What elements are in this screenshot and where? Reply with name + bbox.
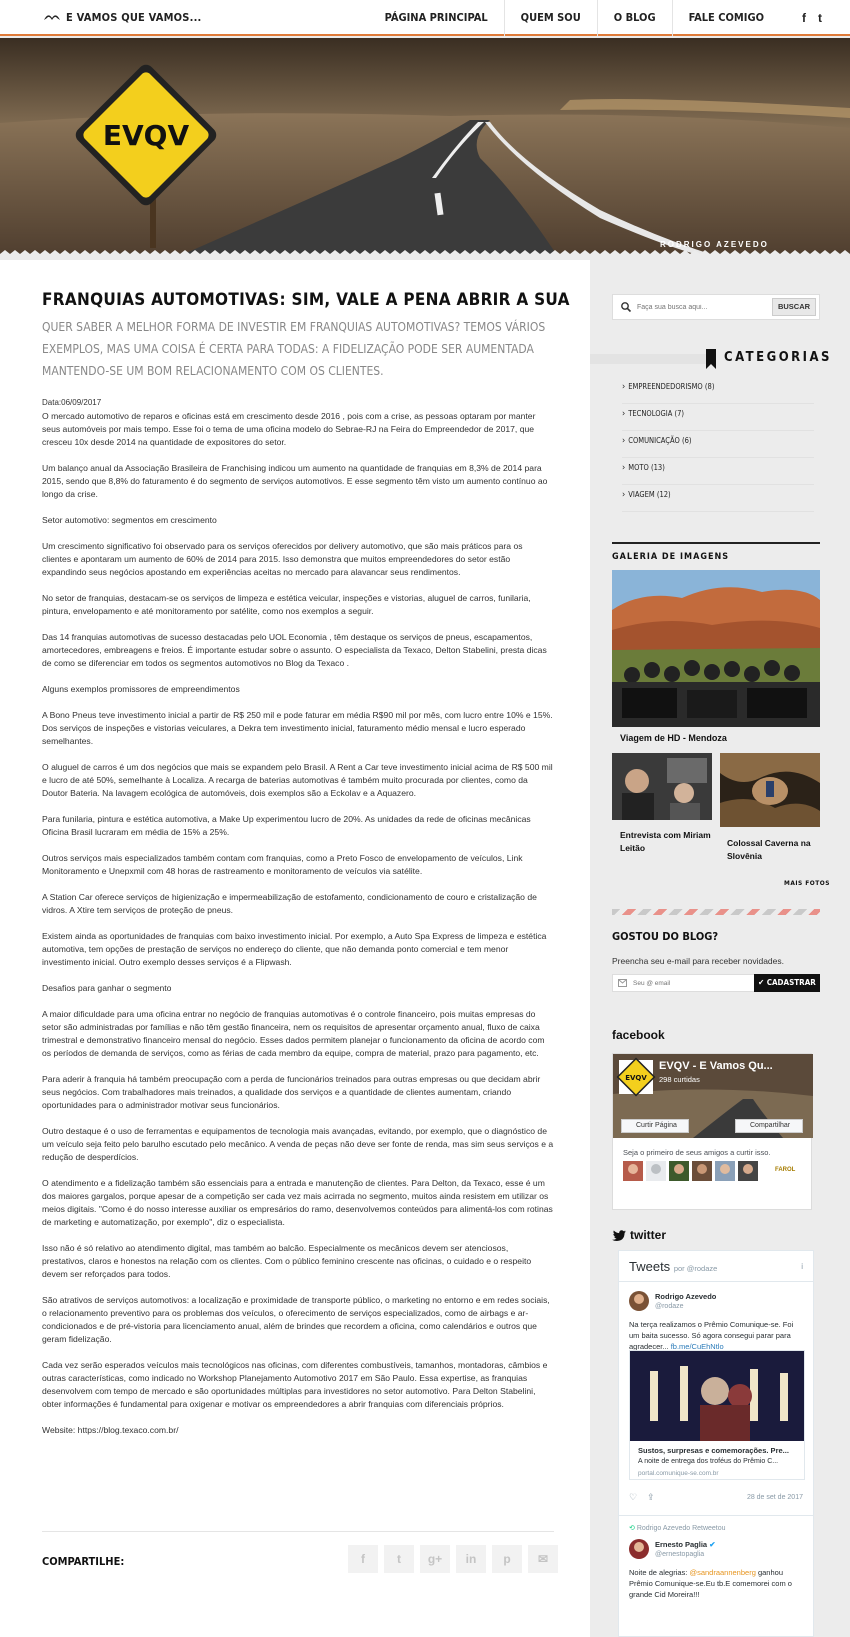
fb-logo-text: EVQV [625,1074,647,1082]
chevron-right-icon: › [622,409,626,419]
post-paragraph: Isso não é só relativo ao atendimento digital, mas também ao balcão. Especialmente os mecânicos devem ser atenciosos, prestativos, claros e honestos na relação com os clientes. Com o público feminino crescente nas oficinas, o cuidado e o respeito devem ser reforçados para todos. [42,1243,532,1279]
post-paragraph: O atendimento e a fidelização também são essenciais para a entrada e manutenção de clientes. Para Delton, da Texaco, esse é um dos maiores gargalos, porque apesar de a competição ser cada vez mais acirrada no segmento, muitos ainda resistem em utilizar os meios digitais. "Como é do nosso interesse auxiliar os empresários do ramo, desenvolvemos conteúdos para alimentá-los com rotinas de marketing e automatização, por exemplo", diz o especialista. [42,1178,553,1227]
post-paragraph: Para aderir à franquia há também preocupação com a perda de funcionários treinados para outras empresas ou que decidam abrir seus negócios. Com trabalhadores mais treinados, a qualidade dos serviços e a quantidade de clientes aumentam, criando oportunidades para o administrador motivar seus funcionários. [42,1074,541,1110]
search-box [612,294,820,320]
categories-list [622,377,814,512]
category-count: (12) [656,490,671,499]
verified-badge-icon: ✔ [709,1540,716,1549]
tweet1-link-card[interactable] [629,1350,805,1480]
share-facebook-icon[interactable]: f [348,1545,378,1573]
farol-logo-text: FAROL [775,1167,796,1173]
share-buttons [348,1545,558,1573]
tweet1-name[interactable]: Rodrigo Azevedo [655,1292,717,1301]
post-paragraph: Um crescimento significativo foi observado para os serviços oferecidos por delivery automotivo, que são mais práticos para os clientes e apontaram um aumento de 60% de 2014 para 2015. Isso demonstra que muitos empreendedores do setor estão expandindo seus negócios apostando em experiências aceitas no mercado para alavancar seus rendimentos. [42,541,523,577]
category-item[interactable] [622,485,814,512]
twitter-title: twitter [630,1228,666,1242]
share-email-icon[interactable]: ✉ [528,1545,558,1573]
tweet2-body-post: ganhou Prêmio Comunique-se.Eu tb.E comemorei com o grande Cid Moreira!!! [629,1568,792,1599]
category-label: EMPREENDEDORISMO [628,382,703,391]
social-links [802,11,822,25]
share-icon[interactable]: ⇪ [647,1492,655,1502]
gallery-thumb2-caption[interactable]: Colossal Caverna na Slovênia [727,838,811,861]
tweet2-text [629,1567,807,1600]
category-item[interactable] [622,458,814,485]
friend-avatar[interactable] [669,1161,689,1181]
friend-avatar[interactable] [692,1161,712,1181]
hero-banner [0,38,850,260]
chevron-right-icon: › [622,436,626,446]
category-item[interactable] [622,431,814,458]
chevron-right-icon: › [622,463,626,473]
category-label: MOTO [628,463,649,472]
facebook-like-button[interactable]: Curtir Página [621,1119,689,1133]
search-button[interactable]: BUSCAR [772,298,816,316]
post-paragraph: São atrativos de serviços automotivos: a localização e proximidade de transporte público, o marketing no entorno e em redes sociais, o relacionamento preventivo para os problemas dos veículos, o oferecimento de serviços especializados, como de airbags e ar-condicionados e de pré-vistoria para licenciamento anual, além de brindes que recordem a oficina, como calendários e outros que geram fidelização. [42,1295,550,1344]
facebook-friends-text: Seja o primeiro de seus amigos a curtir isso. [623,1148,771,1157]
more-photos-link[interactable]: MAIS FOTOS [784,879,830,887]
tweets-header [629,1259,717,1274]
post-paragraph: Para funilaria, pintura e estética automotiva, a Make Up experimentou lucro de 20%. As unidades da rede de oficinas mecânicas Oficina Brasil lucraram em média de 15% a 25%. [42,814,531,837]
hero-zigzag-edge [0,250,850,260]
twitter-timeline-widget [618,1250,814,1637]
nav-about[interactable]: QUEM SOU [504,0,597,36]
categories-header [590,349,850,369]
post-paragraph: A Bono Pneus teve investimento inicial a partir de R$ 250 mil e pode faturar em média R$90 mil por mês, com lucro entre 10% e 15%. Dos serviços de inspeções e vistorias veiculares, a Dekra tem investimento inicial, faturamento médio mensal e lucro esperado semelhantes. [42,710,553,746]
info-icon[interactable]: i [801,1262,803,1271]
tweet1-card-title: Sustos, surpresas e comemorações. Pre... [638,1446,789,1455]
post-paragraph: O mercado automotivo de reparos e oficinas está em crescimento desde 2016 , pois com a crise, as pessoas optaram por manter seus automóveis por mais tempo. Esse foi o tema de uma oficina modelo do Sebrae-RJ na Feira do Empreendedor de 2017, que cresceu 10x desde 2014 na quantidade de expositores do setor. [42,411,536,447]
bookmark-icon [706,349,716,369]
category-count: (8) [704,382,715,391]
tweet1-text [629,1319,805,1352]
tweets-divider [619,1515,814,1516]
facebook-friends-row [623,1161,758,1181]
newsletter-description: Preencha seu e-mail para receber novidades. [612,956,784,966]
category-count: (6) [681,436,692,445]
post-body [42,410,554,1450]
newsletter-email-input[interactable] [633,977,751,989]
share-linkedin-icon[interactable]: in [456,1545,486,1573]
friend-avatar[interactable] [715,1161,735,1181]
tweet2-avatar[interactable] [629,1539,649,1559]
chevron-right-icon: › [622,490,626,500]
category-label: COMUNICAÇÃO [628,436,680,445]
tweet1-link[interactable]: fb.me/CuEhNtlo [670,1342,724,1351]
newsletter-form [612,974,820,992]
post-paragraph: A Station Car oferece serviços de higienização e impermeabilização de estofamento, condicionamento de couro e cristalização de vidros. A Xtire tem serviços de proteção de pneus. [42,892,537,915]
facebook-likes-count: 298 curtidas [659,1075,700,1084]
post-paragraph: Um balanço anual da Associação Brasileira de Franchising indicou um aumento na quantidade de franquias em 8,3% de 2014 para 2015, sendo que 8,8% do faturamento é do segmento de serviços automotivos. E esse segmento têm visto um aumento contínuo ao longo da crise. [42,463,548,499]
post-subheading: Alguns exemplos promissores de empreendimentos [42,684,240,694]
tweets-label: Tweets [629,1259,671,1274]
post-subheading: Desafios para ganhar o segmento [42,983,172,993]
friend-avatar[interactable] [646,1161,666,1181]
newsletter-title: GOSTOU DO BLOG? [612,930,719,943]
category-label: TECNOLOGIA [628,409,673,418]
tweet1-card-description: A noite de entrega dos troféus do Prêmio C... [638,1458,779,1465]
facebook-page-widget [612,1053,812,1210]
tweet2-body-pre: Noite de alegrias: [629,1568,690,1577]
post-paragraph: Existem ainda as oportunidades de franquias com baixo investimento inicial. Por exemplo, a Auto Spa Express de limpeza e estética automotiva, tem opções de prestação de serviços no endereço do cliente, que não demanda ponto comercial e tem menor investimento inicial. Outro exemplo desses serviços é a Flipwash. [42,931,547,967]
friend-avatar[interactable] [738,1161,758,1181]
tweets-divider [619,1281,814,1282]
tweet1-body: Na terça realizamos o Prêmio Comunique-se. Foi um baita sucesso. Só agora consegui parar para agradecer... [629,1320,794,1351]
gallery-thumb-cave[interactable] [720,753,820,827]
site-title[interactable]: E VAMOS QUE VAMOS... [66,11,202,24]
retweet-text: Rodrigo Azevedo Retweetou [636,1525,726,1532]
tweet2-name[interactable] [655,1540,716,1549]
sidebar [590,260,850,1637]
twitter-bird-icon [612,1230,626,1241]
tweet1-card-image [630,1351,805,1441]
category-item[interactable] [622,377,814,404]
wings-logo-icon[interactable] [44,12,60,22]
nav-home[interactable]: PÁGINA PRINCIPAL [384,11,488,24]
post-paragraph: Outros serviços mais especializados também contam com franquias, como a Preto Fosco de envelopamento de veículos, Link Monitoramento e Unepxmil com 48 horas de rastreamento e monitoramento de veículos via satélite. [42,853,523,876]
tweets-by-handle[interactable]: por @rodaze [673,1264,718,1273]
post-title: FRANQUIAS AUTOMOTIVAS: SIM, VALE A PENA ABRIR A SUA [42,290,570,310]
facebook-icon[interactable]: f [802,11,806,25]
share-pinterest-icon[interactable]: p [492,1545,522,1573]
post-date: Data:06/09/2017 [42,398,102,407]
newsletter-subscribe-button[interactable] [754,974,820,992]
hero-logo-text: EVQV [102,119,190,152]
chevron-right-icon: › [622,382,626,392]
stripe-divider [612,909,820,915]
post-paragraph: A maior dificuldade para uma oficina entrar no negócio de franquias automotivas é o controle financeiro, pois muitas empresas do setor são administradas por famílias e não têm gestão financeira, nem os requisitos de apresentar orçamento anual, fluxo de caixa trimestral e demonstrativo financeiro mensal do negócio. Esses dados permitem planejar o funcionamento da oficina de acordo com os períodos de demanda de serviços, como as férias de cada membro da equipe, compra de material, prazo para pagamento, etc. [42,1009,545,1058]
category-count: (7) [674,409,685,418]
retweet-notice [629,1524,726,1532]
post-article [0,260,590,1637]
gallery-title: GALERIA DE IMAGENS [612,552,730,562]
tweet-avatar[interactable] [629,1291,649,1311]
post-paragraph: Cada vez serão esperados veículos mais tecnológicos nas oficinas, com diferentes combustíveis, tamanhos, montadoras, câmbios e outras características, como indicado no Workshop Planejamento Automotivo 2017 em São Paulo. Essa expertise, as franquias desenvolvem com tempo de mercado e são oportunidades múltiplas para investidores no setor automotivo. Para Delton Stabelini, obter informações é fundamental para oxigenar e motivar os empreendedores a abrir franquias com diferenciais próprios. [42,1360,548,1409]
heart-icon[interactable]: ♡ [629,1492,638,1502]
share-twitter-icon[interactable]: t [384,1545,414,1573]
main-nav [369,0,780,36]
facebook-title: facebook [612,1028,665,1042]
search-input[interactable] [637,299,763,315]
facebook-page-name[interactable]: EVQV - E Vamos Qu... [659,1060,773,1072]
retweet-icon: ⟲ [629,1525,637,1532]
tweet2-mention[interactable]: @sandraannenberg [689,1568,756,1577]
category-label: VIAGEM [628,490,655,499]
post-paragraph: No setor de franquias, destacam-se os serviços de limpeza e estética veicular, inspeções e vistorias, aluguel de carros, funilaria, pintura, envelopamento e até monitoramento por satélite, como nos exemplos a seguir. [42,593,531,616]
post-subtitle: QUER SABER A MELHOR FORMA DE INVESTIR EM FRANQUIAS AUTOMOTIVAS? TEMOS VÁRIOS EXEMPLOS, MAS UMA COISA É CERTA PARA TODAS: A FIDELIZAÇÃO PODE SER AUMENTADA MANTENDO-SE UM BOM RELACIONAMENTO COM OS CLIENTES. [42,320,546,378]
nav-blog[interactable]: O BLOG [597,0,672,36]
post-website[interactable]: Website: https://blog.texaco.com.br/ [42,1425,179,1435]
gallery-thumb-interview[interactable] [612,753,712,820]
friend-avatar[interactable] [623,1161,643,1181]
mail-icon [618,979,627,987]
categories-band [590,354,710,364]
gallery-main-caption[interactable]: Viagem de HD - Mendoza [620,733,727,743]
tweet2-handle[interactable]: @ernestopaglia [655,1551,705,1558]
facebook-share-button[interactable]: Compartilhar [735,1119,803,1133]
post-subheading: Setor automotivo: segmentos em crescimento [42,515,217,525]
share-googleplus-icon[interactable]: g+ [420,1545,450,1573]
share-divider [42,1531,554,1532]
category-item[interactable] [622,404,814,431]
tweet1-card-url: portal.comunique-se.com.br [638,1470,719,1477]
tweet1-handle[interactable]: @rodaze [655,1303,684,1310]
category-count: (13) [650,463,665,472]
hero-author[interactable]: RODRIGO AZEVEDO [660,240,769,249]
twitter-icon[interactable]: t [818,11,822,25]
subscribe-label: CADASTRAR [766,978,816,987]
top-navbar [0,0,850,36]
gallery-main-photo[interactable] [612,570,820,727]
search-icon [620,301,632,313]
tweet1-date[interactable]: 28 de set de 2017 [746,1494,803,1501]
post-paragraph: Das 14 franquias automotivas de sucesso destacadas pelo UOL Economia , têm destaque os serviços de pneus, escapamentos, amortecedores, embreagens e freios. É importante estudar sobre o assunto. O especialista da Texaco, Delton Stabelini, presta dicas de como se diferenciar em todos os segmentos automotivos no Blog da Texaco . [42,632,547,668]
post-paragraph: O aluguel de carros é um dos negócios que mais se expandem pelo Brasil. A Rent a Car teve investimento inicial acima de R$ 500 mil e lucro de até 50%, semelhante à Localiza. A recarga de baterias automotivas é também muito procurada por clientes, como da Doutor Bateria. Na lavagem ecológica de automóveis, dois exemplos são a Eckolav e a Aquazero. [42,762,553,798]
check-circle-icon: ✔ [758,978,767,987]
gallery-divider [612,542,820,544]
gallery-thumb1-caption[interactable]: Entrevista com Miriam Leitão [620,830,711,853]
road-landscape-image [0,38,850,260]
tweet2-name-text: Ernesto Paglia [655,1540,708,1549]
share-label: COMPARTILHE: [42,1555,125,1568]
categories-title: CATEGORIAS [724,350,832,365]
nav-contact[interactable]: FALE COMIGO [672,0,780,36]
post-paragraph: Outro destaque é o uso de ferramentas e equipamentos de tecnologia mais avançadas, evitando, por exemplo, que o diagnóstico de um veículo seja feito pelo barulho escutado pelo mecânico. A venda de peças não deve ser fonte de renda, mas sim seus serviços e a redução de desperdícios. [42,1126,554,1162]
